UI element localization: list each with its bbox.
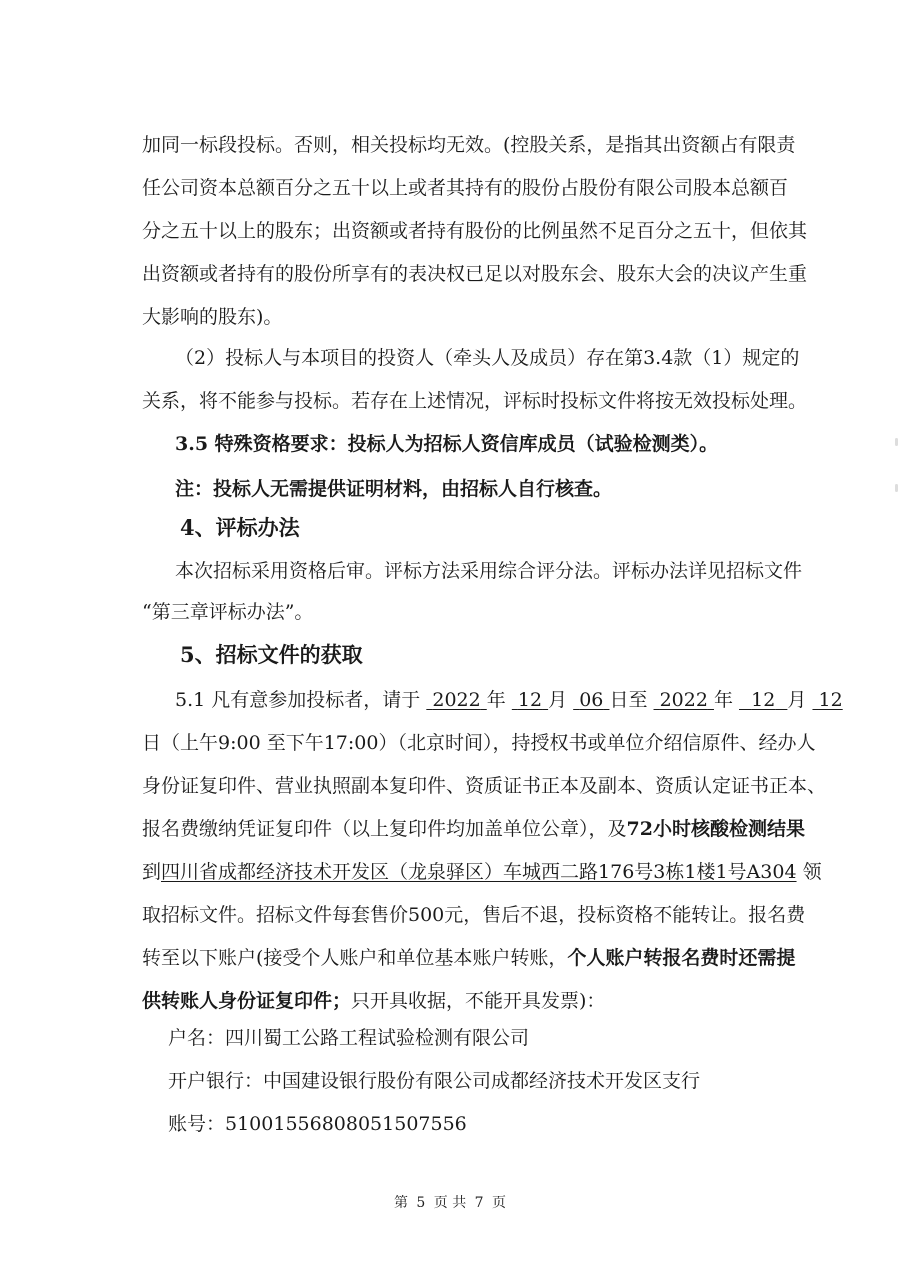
scan-mark: [895, 438, 898, 446]
line-5-suffix: 领: [796, 861, 822, 883]
special-qualification-clause: 3.5 特殊资格要求：投标人为招标人资信库成员（试验检测类）。: [175, 433, 719, 455]
word-year-2: 年: [713, 689, 733, 711]
start-year: 2022: [432, 689, 481, 711]
account-number: 账号：51001556808051507556: [168, 1113, 467, 1135]
line-8-bold: 供转账人身份证复印件；: [142, 990, 352, 1012]
page-footer: [0, 1192, 900, 1212]
end-day: 12: [818, 689, 843, 711]
footer-page-number: 5: [416, 1195, 426, 1211]
line-8-text: 只开具收据，不能开具发票)：: [351, 990, 606, 1012]
word-day-to: 日至: [609, 689, 648, 711]
scan-mark: [895, 484, 898, 492]
start-day: 06: [579, 689, 604, 711]
note-text: 注：投标人无需提供证明材料，由招标人自行核查。: [175, 478, 613, 500]
paragraph-1-line-5: 大影响的股东)。: [142, 306, 283, 328]
footer-suffix: 页: [492, 1195, 507, 1211]
word-month: 月: [548, 689, 568, 711]
paragraph-1-line-3: 分之五十以上的股东；出资额或者持有股份的比例虽然不足百分之五十，但依其: [142, 220, 808, 242]
end-year: 2022: [659, 689, 708, 711]
section-5-line-5: [142, 859, 822, 885]
account-bank: 开户银行：中国建设银行股份有限公司成都经济技术开发区支行: [168, 1070, 701, 1092]
footer-middle: 页 共: [433, 1195, 467, 1211]
line-7-bold: 个人账户转报名费时还需提: [567, 947, 796, 969]
word-month-2: 月: [787, 689, 807, 711]
account-name: 户名：四川蜀工公路工程试验检测有限公司: [168, 1027, 530, 1049]
line-7-text: 转至以下账户(接受个人账户和单位基本账户转账，: [142, 947, 568, 969]
word-year: 年: [486, 689, 506, 711]
registration-address: 四川省成都经济技术开发区（龙泉驿区）车城西二路176号3栋1楼1号A304: [161, 861, 797, 883]
paragraph-1-line-4: 出资额或者持有的股份所享有的表决权已足以对股东会、股东大会的决议产生重: [142, 263, 808, 285]
clause-5-1-intro: 5.1 凡有意参加投标者，请于: [175, 689, 421, 711]
section-5-line-7: [142, 945, 796, 971]
footer-prefix: 第: [393, 1195, 408, 1211]
footer-total-pages: 7: [474, 1195, 484, 1211]
section-4-heading: 4、评标办法: [180, 515, 300, 540]
section-5-line-1: [175, 687, 843, 713]
paragraph-1-line-2: 任公司资本总额百分之五十以上或者其持有的股份占股份有限公司股本总额百: [142, 177, 789, 199]
covid-test-requirement: 72小时核酸检测结果: [626, 818, 805, 840]
paragraph-1-line-1: 加同一标段投标。否则，相关投标均无效。(控股关系，是指其出资额占有限责: [142, 134, 796, 156]
section-5-line-8: [142, 988, 772, 1014]
paragraph-2-line-2: 关系，将不能参与投标。若存在上述情况，评标时投标文件将按无效投标处理。: [142, 390, 808, 412]
section-4-line-1: 本次招标采用资格后审。评标方法采用综合评分法。评标办法详见招标文件: [175, 560, 803, 582]
line-4-text: 报名费缴纳凭证复印件（以上复印件均加盖单位公章），及: [142, 818, 627, 840]
section-5-line-6: 取招标文件。招标文件每套售价500元，售后不退，投标资格不能转让。报名费: [142, 904, 806, 926]
section-4-line-2: “第三章评标办法”。: [142, 601, 314, 623]
section-5-line-3: 身份证复印件、营业执照副本复印件、资质证书正本及副本、资质认定证书正本、: [142, 775, 827, 797]
start-month: 12: [517, 689, 543, 711]
end-month: 12: [751, 689, 776, 711]
section-5-line-4: [142, 816, 805, 842]
line-5-prefix: 到: [142, 861, 162, 883]
section-5-heading: 5、招标文件的获取: [180, 642, 363, 667]
paragraph-2-line-1: （2）投标人与本项目的投资人（牵头人及成员）存在第3.4款（1）规定的: [175, 347, 800, 369]
section-5-line-2: 日（上午9:00 至下午17:00）（北京时间），持授权书或单位介绍信原件、经办人: [142, 732, 816, 754]
